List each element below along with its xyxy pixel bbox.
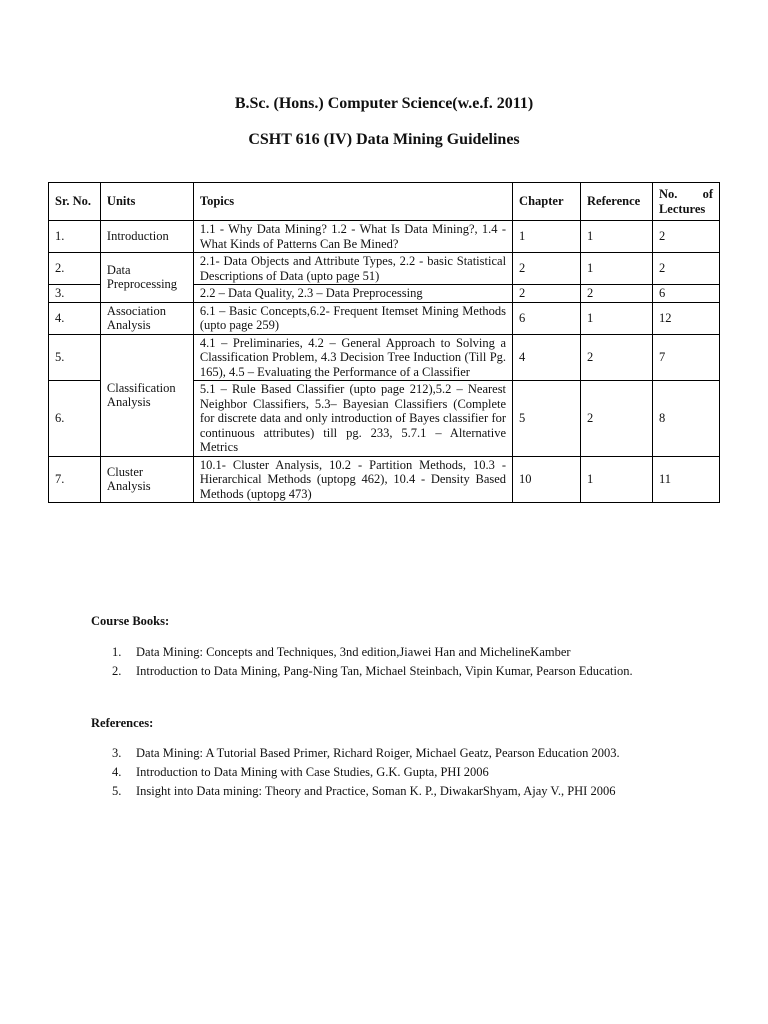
cell-chapter: 4 (513, 334, 581, 381)
table-row (49, 221, 720, 253)
list-item-text: Insight into Data mining: Theory and Practice, Soman K. P., DiwakarShyam, Ajay V., PHI 2006 (136, 784, 616, 798)
cell-reference: 2 (581, 381, 653, 457)
header-chapter: Chapter (513, 183, 581, 221)
cell-chapter: 6 (513, 302, 581, 334)
list-item-number: 2. (112, 664, 122, 678)
cell-reference: 1 (581, 456, 653, 503)
references-list (112, 744, 679, 801)
table-row (49, 253, 720, 285)
header-sr-no: Sr. No. (49, 183, 101, 221)
cell-lectures: 6 (652, 285, 719, 303)
cell-reference: 1 (581, 302, 653, 334)
cell-unit: Introduction (100, 221, 193, 253)
list-item-number: 1. (112, 645, 122, 659)
cell-topics: 5.1 – Rule Based Classifier (upto page 212),5.2 – Nearest Neighbor Classifiers, 5.3– Bayesian Classifiers (Complete for discrete data and only introduction of Bayes classifier for continuous attributes) till pg. 233, 5.7.1 – Alternative Metrics (193, 381, 512, 457)
cell-topics: 10.1- Cluster Analysis, 10.2 - Partition Methods, 10.3 - Hierarchical Methods (uptopg 462), 10.4 - Density Based Methods (uptopg 473) (193, 456, 512, 503)
cell-chapter: 5 (513, 381, 581, 457)
header-units: Units (100, 183, 193, 221)
cell-lectures: 12 (652, 302, 719, 334)
document-subtitle: CSHT 616 (IV) Data Mining Guidelines (248, 131, 520, 148)
list-item-number: 4. (112, 765, 122, 779)
cell-chapter: 10 (513, 456, 581, 503)
cell-sr: 2. (49, 253, 101, 285)
cell-topics: 2.1- Data Objects and Attribute Types, 2.2 - basic Statistical Descriptions of Data (upto page 51) (193, 253, 512, 285)
list-item-number: 3. (112, 746, 122, 760)
header-lectures (652, 183, 719, 221)
list-item (112, 662, 679, 681)
cell-chapter: 1 (513, 221, 581, 253)
cell-reference: 1 (581, 253, 653, 285)
document-title: B.Sc. (Hons.) Computer Science(w.e.f. 2011) (234, 95, 534, 112)
cell-chapter: 2 (513, 253, 581, 285)
header-reference: Reference (581, 183, 653, 221)
cell-sr: 7. (49, 456, 101, 503)
cell-topics: 4.1 – Preliminaries, 4.2 – General Approach to Solving a Classification Problem, 4.3 Decision Tree Induction (Till Pg. 165), 4.5 – Evaluating the Performance of a Classifier (193, 334, 512, 381)
cell-reference: 2 (581, 334, 653, 381)
cell-reference: 1 (581, 221, 653, 253)
list-item (112, 763, 679, 782)
table-header-row (49, 183, 720, 221)
course-books-heading: Course Books: (91, 614, 170, 628)
list-item-text: Introduction to Data Mining with Case Studies, G.K. Gupta, PHI 2006 (136, 765, 489, 779)
cell-unit: Classification Analysis (100, 334, 193, 456)
list-item-text: Data Mining: A Tutorial Based Primer, Richard Roiger, Michael Geatz, Pearson Education 2003. (136, 746, 620, 760)
cell-lectures: 2 (652, 221, 719, 253)
cell-sr: 4. (49, 302, 101, 334)
cell-topics: 2.2 – Data Quality, 2.3 – Data Preprocessing (193, 285, 512, 303)
list-item (112, 782, 679, 801)
cell-sr: 3. (49, 285, 101, 303)
course-books-list (112, 643, 679, 681)
header-lectures-no: No. (658, 187, 678, 201)
cell-lectures: 11 (652, 456, 719, 503)
table-row (49, 456, 720, 503)
cell-unit: Cluster Analysis (100, 456, 193, 503)
cell-topics: 6.1 – Basic Concepts,6.2- Frequent Itemset Mining Methods (upto page 259) (193, 302, 512, 334)
table-row (49, 334, 720, 381)
cell-lectures: 7 (652, 334, 719, 381)
header-lectures-label: Lectures (658, 201, 706, 216)
list-item (112, 643, 679, 662)
cell-topics: 1.1 - Why Data Mining? 1.2 - What Is Data Mining?, 1.4 - What Kinds of Patterns Can Be Mined? (193, 221, 512, 253)
cell-lectures: 2 (652, 253, 719, 285)
cell-sr: 1. (49, 221, 101, 253)
list-item-text: Introduction to Data Mining, Pang-Ning Tan, Michael Steinbach, Vipin Kumar, Pearson Education. (136, 664, 633, 678)
list-item-number: 5. (112, 784, 122, 798)
cell-lectures: 8 (652, 381, 719, 457)
cell-sr: 5. (49, 334, 101, 381)
cell-unit: Association Analysis (100, 302, 193, 334)
table-row (49, 302, 720, 334)
cell-reference: 2 (581, 285, 653, 303)
cell-chapter: 2 (513, 285, 581, 303)
references-heading: References: (91, 716, 154, 730)
cell-sr: 6. (49, 381, 101, 457)
list-item-text: Data Mining: Concepts and Techniques, 3nd edition,Jiawei Han and MichelineKamber (136, 645, 571, 659)
syllabus-table (48, 182, 720, 503)
header-topics: Topics (193, 183, 512, 221)
header-lectures-of: of (702, 187, 713, 201)
list-item (112, 744, 679, 763)
cell-unit: Data Preprocessing (100, 253, 193, 303)
